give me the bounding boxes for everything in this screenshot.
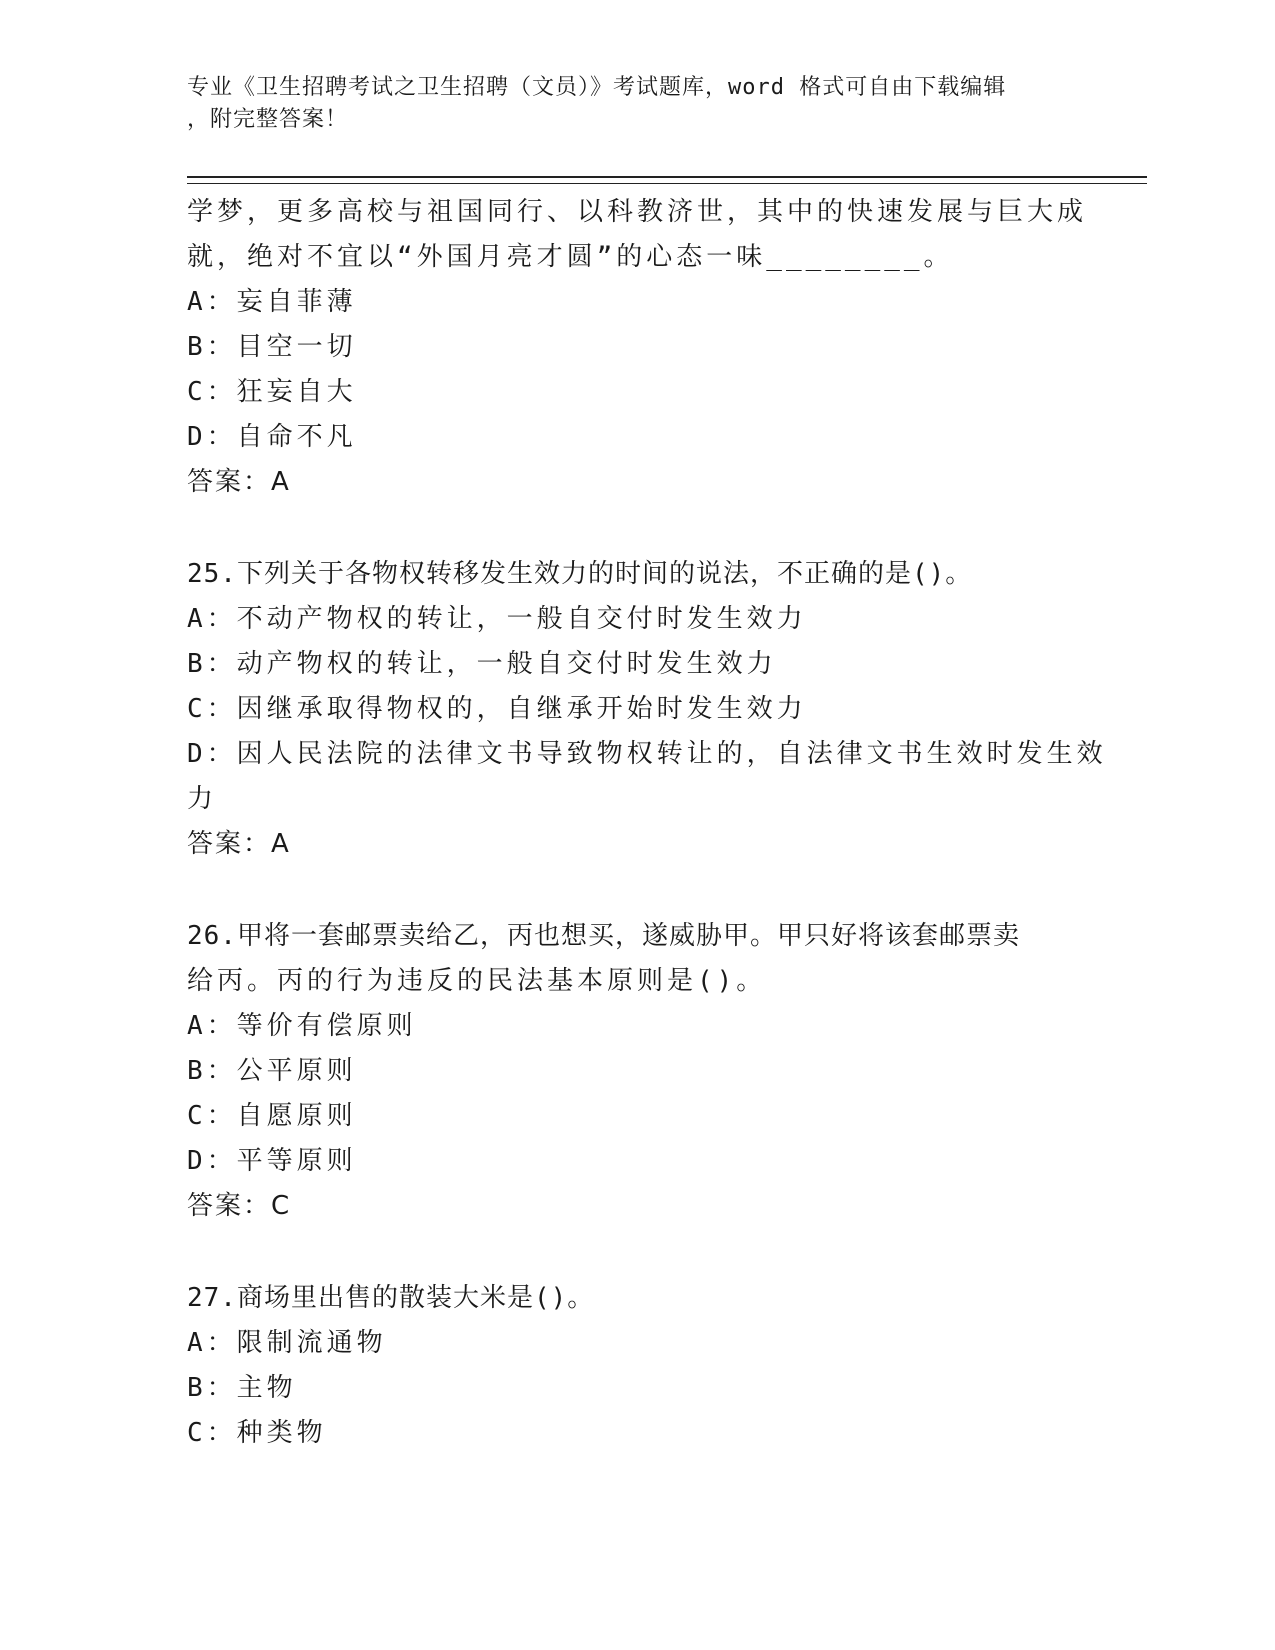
option-b: B：动产物权的转让，一般自交付时发生效力 [187, 649, 777, 679]
option-c: C：自愿原则 [187, 1101, 357, 1131]
question-text-line: 27.商场里出售的散装大米是()。 [187, 1283, 595, 1313]
header-divider [187, 176, 1147, 184]
document-header [187, 72, 1067, 136]
option-a: A：妄自菲薄 [187, 287, 357, 317]
question-27 [187, 1276, 1087, 1456]
option-a: A：不动产物权的转让，一般自交付时发生效力 [187, 604, 807, 634]
question-text-line: 就，绝对不宜以“外国月亮才圆”的心态一味________。 [187, 242, 954, 272]
option-c: C：种类物 [187, 1418, 327, 1448]
answer-line: 答案：C [187, 1191, 292, 1221]
question-25 [187, 552, 1107, 867]
answer-line: 答案：A [187, 829, 291, 859]
question-26 [187, 914, 1087, 1229]
question-list [187, 190, 1107, 1456]
header-line-1: 专业《卫生招聘考试之卫生招聘（文员）》考试题库，word 格式可自由下载编辑 [187, 75, 1007, 100]
option-b: B：公平原则 [187, 1056, 357, 1086]
answer-line: 答案：A [187, 467, 291, 497]
option-a: A：等价有偿原则 [187, 1011, 417, 1041]
option-d: D：平等原则 [187, 1146, 357, 1176]
option-d: D：因人民法院的法律文书导致物权转让的，自法律文书生效时发生效 [187, 739, 1107, 769]
option-c: C：狂妄自大 [187, 377, 357, 407]
option-d-continued: 力 [187, 784, 218, 814]
header-line-2: ，附完整答案！ [187, 107, 349, 132]
option-d: D：自命不凡 [187, 422, 357, 452]
question-continued [187, 190, 1087, 505]
question-text-line: 25.下列关于各物权转移发生效力的时间的说法，不正确的是()。 [187, 559, 973, 589]
question-text-line: 学梦，更多高校与祖国同行、以科教济世，其中的快速发展与巨大成 [187, 197, 1088, 227]
option-a: A：限制流通物 [187, 1328, 387, 1358]
option-b: B：目空一切 [187, 332, 357, 362]
option-c: C：因继承取得物权的，自继承开始时发生效力 [187, 694, 807, 724]
option-b: B：主物 [187, 1373, 297, 1403]
question-text-line: 26.甲将一套邮票卖给乙，丙也想买，遂威胁甲。甲只好将该套邮票卖 [187, 921, 1020, 951]
question-text-line: 给丙。丙的行为违反的民法基本原则是()。 [187, 966, 767, 996]
